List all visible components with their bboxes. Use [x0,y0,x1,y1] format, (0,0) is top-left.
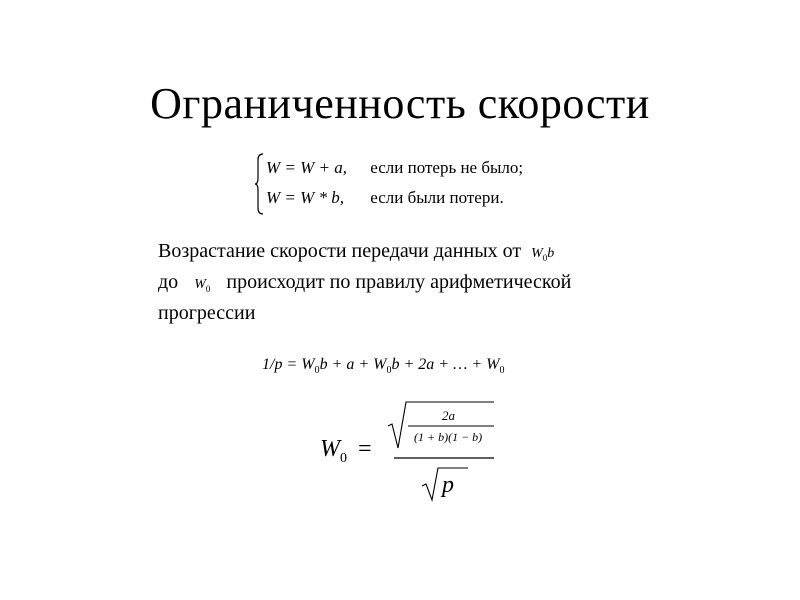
formula-outer-denominator: p [442,472,454,498]
formula-inner-denominator: (1 + b)(1 − b) [414,430,483,444]
slide-title: Ограниченность скорости [150,79,650,128]
series-term-3 [486,356,505,377]
paragraph-line-2-suffix: происходит по правилу арифметической [226,271,572,293]
paragraph-line-1-text: Возрастание скорости передачи данных от [158,240,522,262]
formula-inner-numerator: 2a [442,408,455,423]
paragraph-line-3: прогрессии [158,302,256,324]
math-w: W [486,356,500,373]
system-row-1 [266,158,523,178]
radical-and-fraction-lines [318,400,518,504]
series-term-1 [301,356,370,377]
math-sub: 0 [386,365,392,377]
system-row-2-expr: W = W * b, [266,188,345,207]
math-sub: 0 [314,365,320,377]
math-sub: 0 [205,283,211,294]
paragraph-line-2 [158,267,758,298]
math-sub: 0 [499,365,505,377]
math-sub: 0 [340,450,347,466]
system-row-2-cond: если были потери. [370,188,504,207]
formula-equals: = [358,436,372,462]
series-term-2 [373,356,483,377]
paragraph-line-2-prefix: до [158,271,179,293]
math-w: W [373,356,387,373]
series-lhs: 1/p = [262,356,298,373]
formula-lhs [320,436,347,467]
math-tail: b [547,246,555,261]
paragraph-line-1 [158,236,758,267]
progression-equation [262,356,504,376]
math-w: W [194,277,206,292]
math-tail: b + a + [319,356,370,373]
math-w: W [301,356,315,373]
left-brace [254,152,264,216]
system-row-1-cond: если потерь не было; [370,158,524,177]
math-sub: 0 [542,252,548,263]
math-tail: b + 2a + … + [391,356,483,373]
system-row-1-expr: W = W + a, [266,158,348,177]
paragraph [158,236,758,329]
piecewise-system [254,152,554,216]
math-w: W [320,436,340,462]
system-row-2 [266,188,504,208]
w0-formula [318,400,518,504]
math-w: W [531,246,543,261]
